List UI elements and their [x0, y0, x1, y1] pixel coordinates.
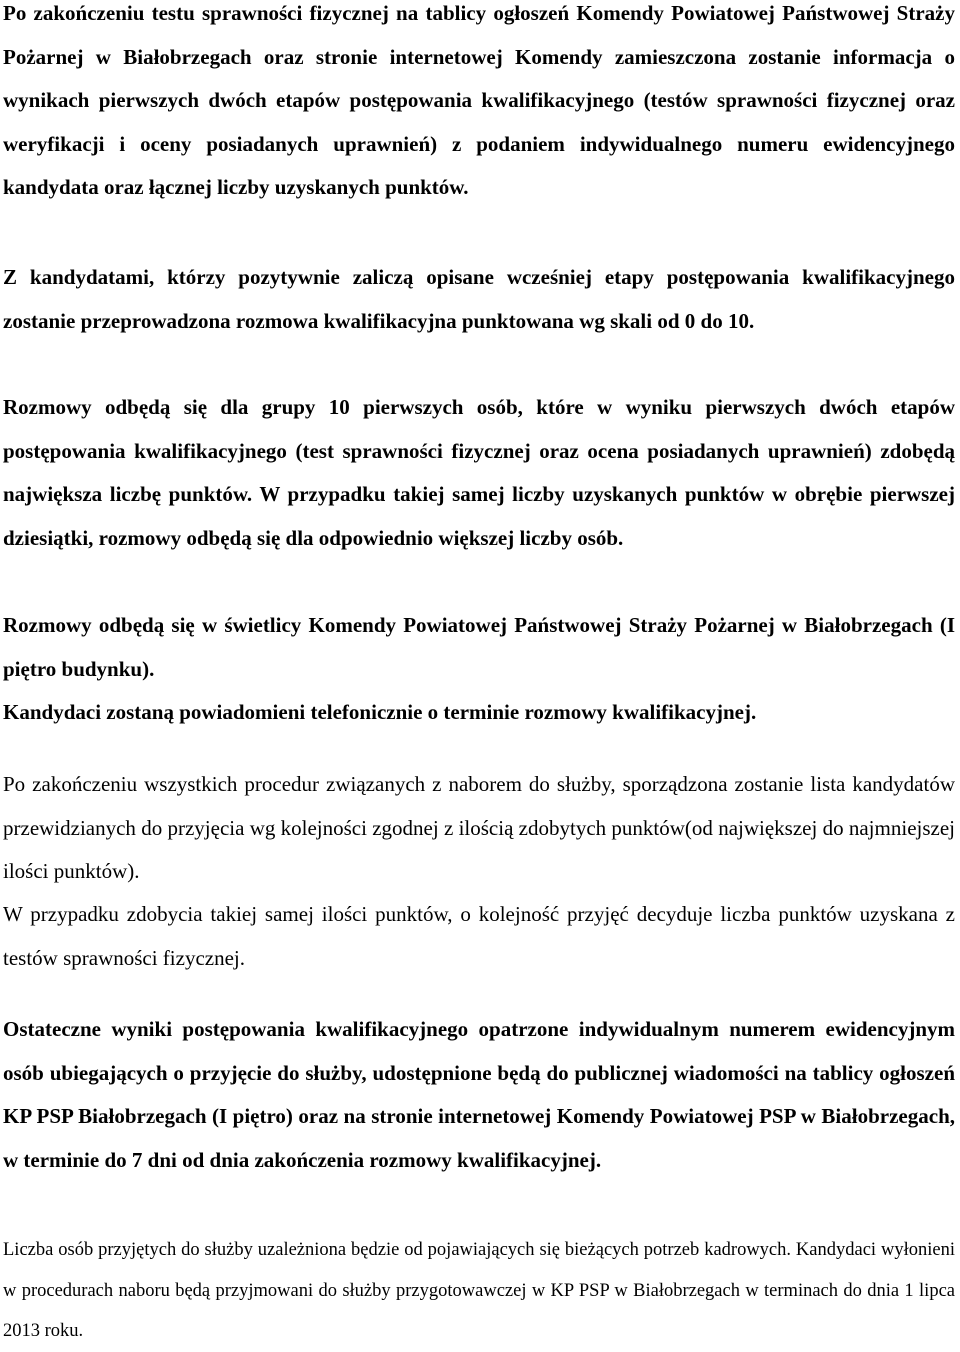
paragraph-admission-terms: Liczba osób przyjętych do służby uzależniona będzie od pojawiających się bieżących potrzeb kadrowych. Kandydaci wyłonieni w procedurach naboru będą przyjmowani do służby przygotowawczej w KP PSP w Białobrzegach w terminach do dnia 1 lipca 2013 roku.	[3, 1240, 955, 1341]
paragraph-test-results-info: Po zakończeniu testu sprawności fizycznej na tablicy ogłoszeń Komendy Powiatowej Państwowej Straży Pożarnej w Białobrzegach oraz stronie internetowej Komendy zamieszczona zostanie informacja o wynikach pierwszych dwóch etapów postępowania kwalifikacyjnego (testów sprawności fizycznej oraz weryfikacji i oceny posiadanych uprawnień) z podaniem indywidualnego numeru ewidencyjnego kandydata oraz łącznej liczby uzyskanych punktów.	[3, 1, 955, 200]
paragraph-candidate-list: Po zakończeniu wszystkich procedur związanych z naborem do służby, sporządzona zostanie lista kandydatów przewidzianych do przyjęcia wg kolejności zgodnej z ilością zdobytych punktów(od największej do najmniejszej ilości punktów).	[3, 772, 955, 884]
paragraph-qualification-interview: Z kandydatami, którzy pozytywnie zaliczą opisane wcześniej etapy postępowania kwalifikacyjnego zostanie przeprowadzona rozmowa kwalifikacyjna punktowana wg skali od 0 do 10.	[3, 265, 955, 333]
paragraph-tie-break-rule: W przypadku zdobycia takiej samej ilości punktów, o kolejność przyjęć decyduje liczba punktów uzyskana z testów sprawności fizycznej.	[3, 902, 955, 970]
paragraph-phone-notification: Kandydaci zostaną powiadomieni telefonicznie o terminie rozmowy kwalifikacyjnej.	[3, 700, 757, 724]
paragraph-interview-group: Rozmowy odbędą się dla grupy 10 pierwszych osób, które w wyniku pierwszych dwóch etapów postępowania kwalifikacyjnego (test sprawności fizycznej oraz ocena posiadanych uprawnień) zdobędą największa liczbę punktów. W przypadku takiej samej liczby uzyskanych punktów w obrębie pierwszej dziesiątki, rozmowy odbędą się dla odpowiednio większej liczby osób.	[3, 395, 955, 550]
paragraph-final-results: Ostateczne wyniki postępowania kwalifikacyjnego opatrzone indywidualnym numerem ewidencyjnym osób ubiegających o przyjęcie do służby, udostępnione będą do publicznej wiadomości na tablicy ogłoszeń KP PSP Białobrzegach (I piętro) oraz na stronie internetowej Komendy Powiatowej PSP w Białobrzegach, w terminie do 7 dni od dnia zakończenia rozmowy kwalifikacyjnej.	[3, 1017, 955, 1172]
paragraph-interview-location: Rozmowy odbędą się w świetlicy Komendy Powiatowej Państwowej Straży Pożarnej w Białobrzegach (I piętro budynku).	[3, 613, 955, 681]
